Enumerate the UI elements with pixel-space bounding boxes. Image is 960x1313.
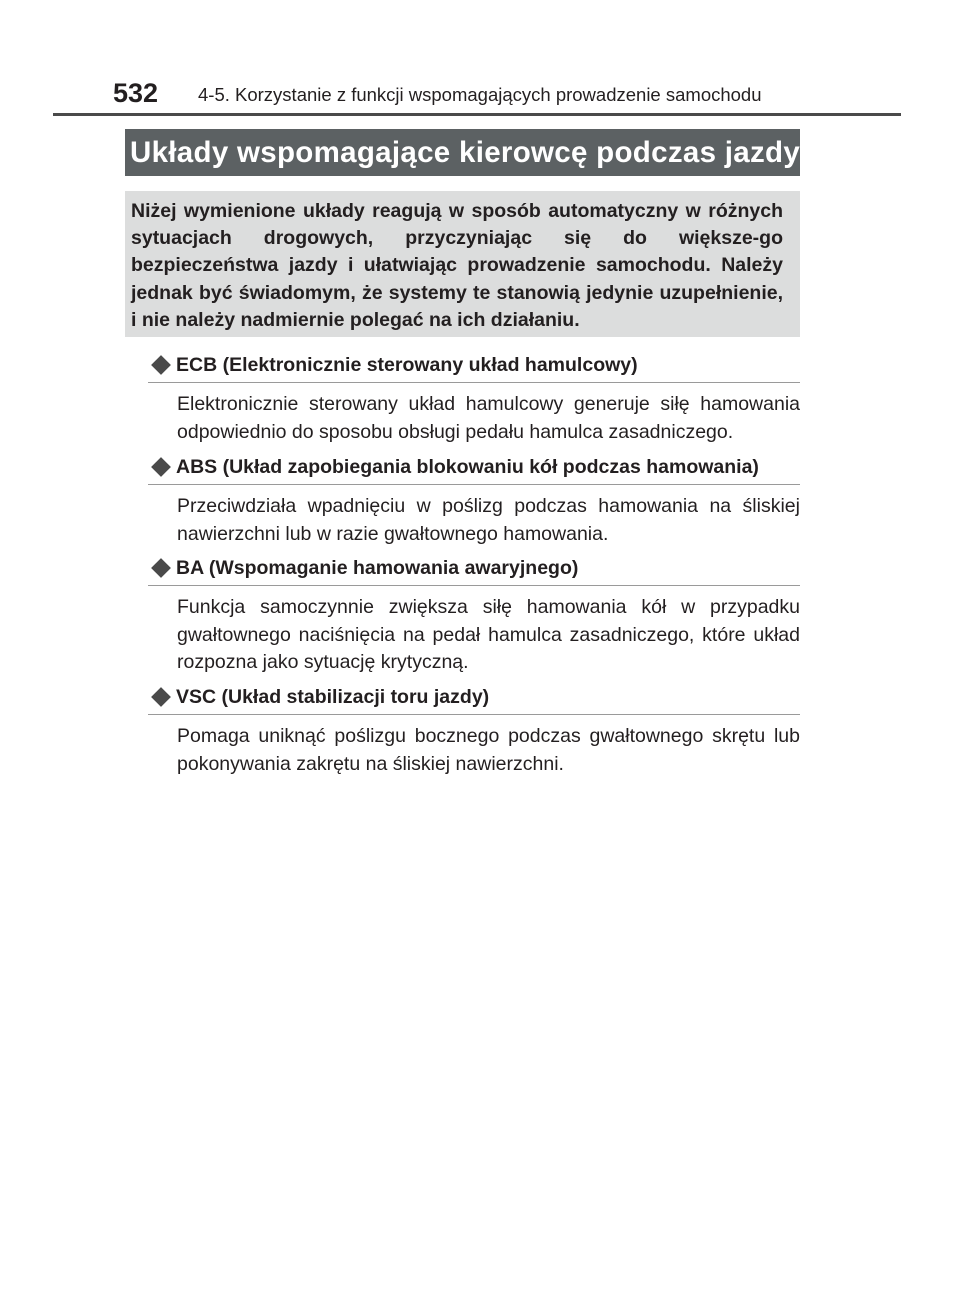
- list-item-vsc: [148, 684, 800, 778]
- item-description: Elektronicznie sterowany układ hamulcowy generuje siłę hamowania odpowiednio do sposobu obsługi pedału hamulca zasadniczego.: [177, 393, 800, 443]
- item-title: VSC (Układ stabilizacji toru jazdy): [176, 686, 490, 708]
- diamond-icon: [151, 457, 171, 477]
- item-description: Funkcja samoczynnie zwiększa siłę hamowania kół w przypadku gwałtownego naciśnięcia na pedał hamulca zasadniczego, które układ rozpozna jako sytuację krytyczną.: [177, 596, 800, 673]
- item-title: BA (Wspomaganie hamowania awaryjnego): [176, 557, 579, 579]
- list-item-ba: [148, 555, 800, 677]
- item-title: ECB (Elektronicznie sterowany układ hamulcowy): [176, 354, 638, 376]
- list-item-abs: [148, 454, 800, 548]
- running-header: 4-5. Korzystanie z funkcji wspomagających prowadzenie samochodu: [198, 84, 762, 105]
- item-heading: [148, 555, 800, 586]
- section-title-bar: [125, 129, 800, 176]
- intro-box: [125, 191, 800, 337]
- item-heading: [148, 684, 800, 715]
- item-description: Pomaga uniknąć poślizgu bocznego podczas gwałtownego skrętu lub pokonywania zakrętu na śliskiej nawierzchni.: [177, 725, 800, 775]
- page-number: 532: [113, 78, 159, 108]
- intro-text: Niżej wymienione układy reagują w sposób automatyczny w różnych sytuacjach drogowych, przyczyniając się do większe-go bezpieczeństwa jazdy i ułatwiając prowadzenie samochodu. Należy jednak być świadomym, że systemy te stanowią jedynie uzupełnienie, i nie należy nadmiernie polegać na ich działaniu.: [131, 200, 783, 331]
- list-item-ecb: [148, 352, 800, 446]
- diamond-icon: [151, 687, 171, 707]
- diamond-icon: [151, 558, 171, 578]
- item-heading: [148, 352, 800, 383]
- item-heading: [148, 454, 800, 485]
- item-title: ABS (Układ zapobiegania blokowaniu kół podczas hamowania): [176, 456, 759, 478]
- header-rule: [53, 113, 901, 116]
- section-title: Układy wspomagające kierowcę podczas jazdy: [130, 136, 801, 169]
- diamond-icon: [151, 355, 171, 375]
- item-description: Przeciwdziała wpadnięciu w poślizg podczas hamowania na śliskiej nawierzchni lub w razie gwałtownego hamowania.: [177, 495, 800, 545]
